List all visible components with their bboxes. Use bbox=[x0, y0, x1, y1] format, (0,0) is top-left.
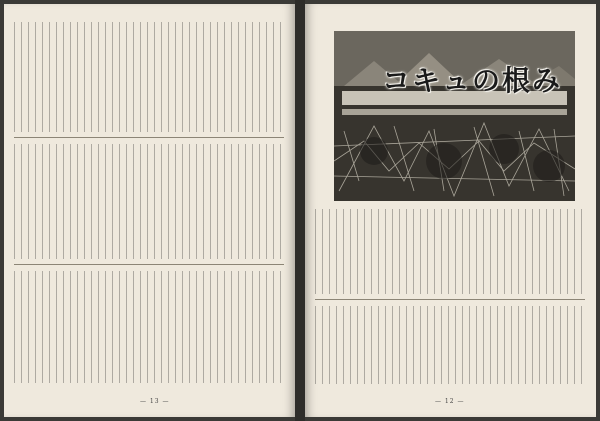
page-number: — 13 — bbox=[140, 398, 170, 405]
binding-gutter bbox=[295, 0, 305, 421]
right-page bbox=[305, 4, 596, 417]
text-block-lower bbox=[315, 306, 585, 384]
divider bbox=[14, 264, 284, 265]
photo-illustration bbox=[334, 31, 575, 201]
page-number: — 12 — bbox=[435, 398, 465, 405]
text-block-middle bbox=[14, 144, 284, 259]
divider bbox=[14, 137, 284, 138]
article-photo bbox=[334, 31, 575, 201]
text-block-upper bbox=[14, 22, 284, 132]
divider bbox=[315, 299, 585, 300]
left-page bbox=[4, 4, 295, 417]
text-block-middle bbox=[315, 209, 585, 294]
text-block-lower bbox=[14, 271, 284, 383]
article-title: コキュの根み bbox=[382, 64, 563, 97]
